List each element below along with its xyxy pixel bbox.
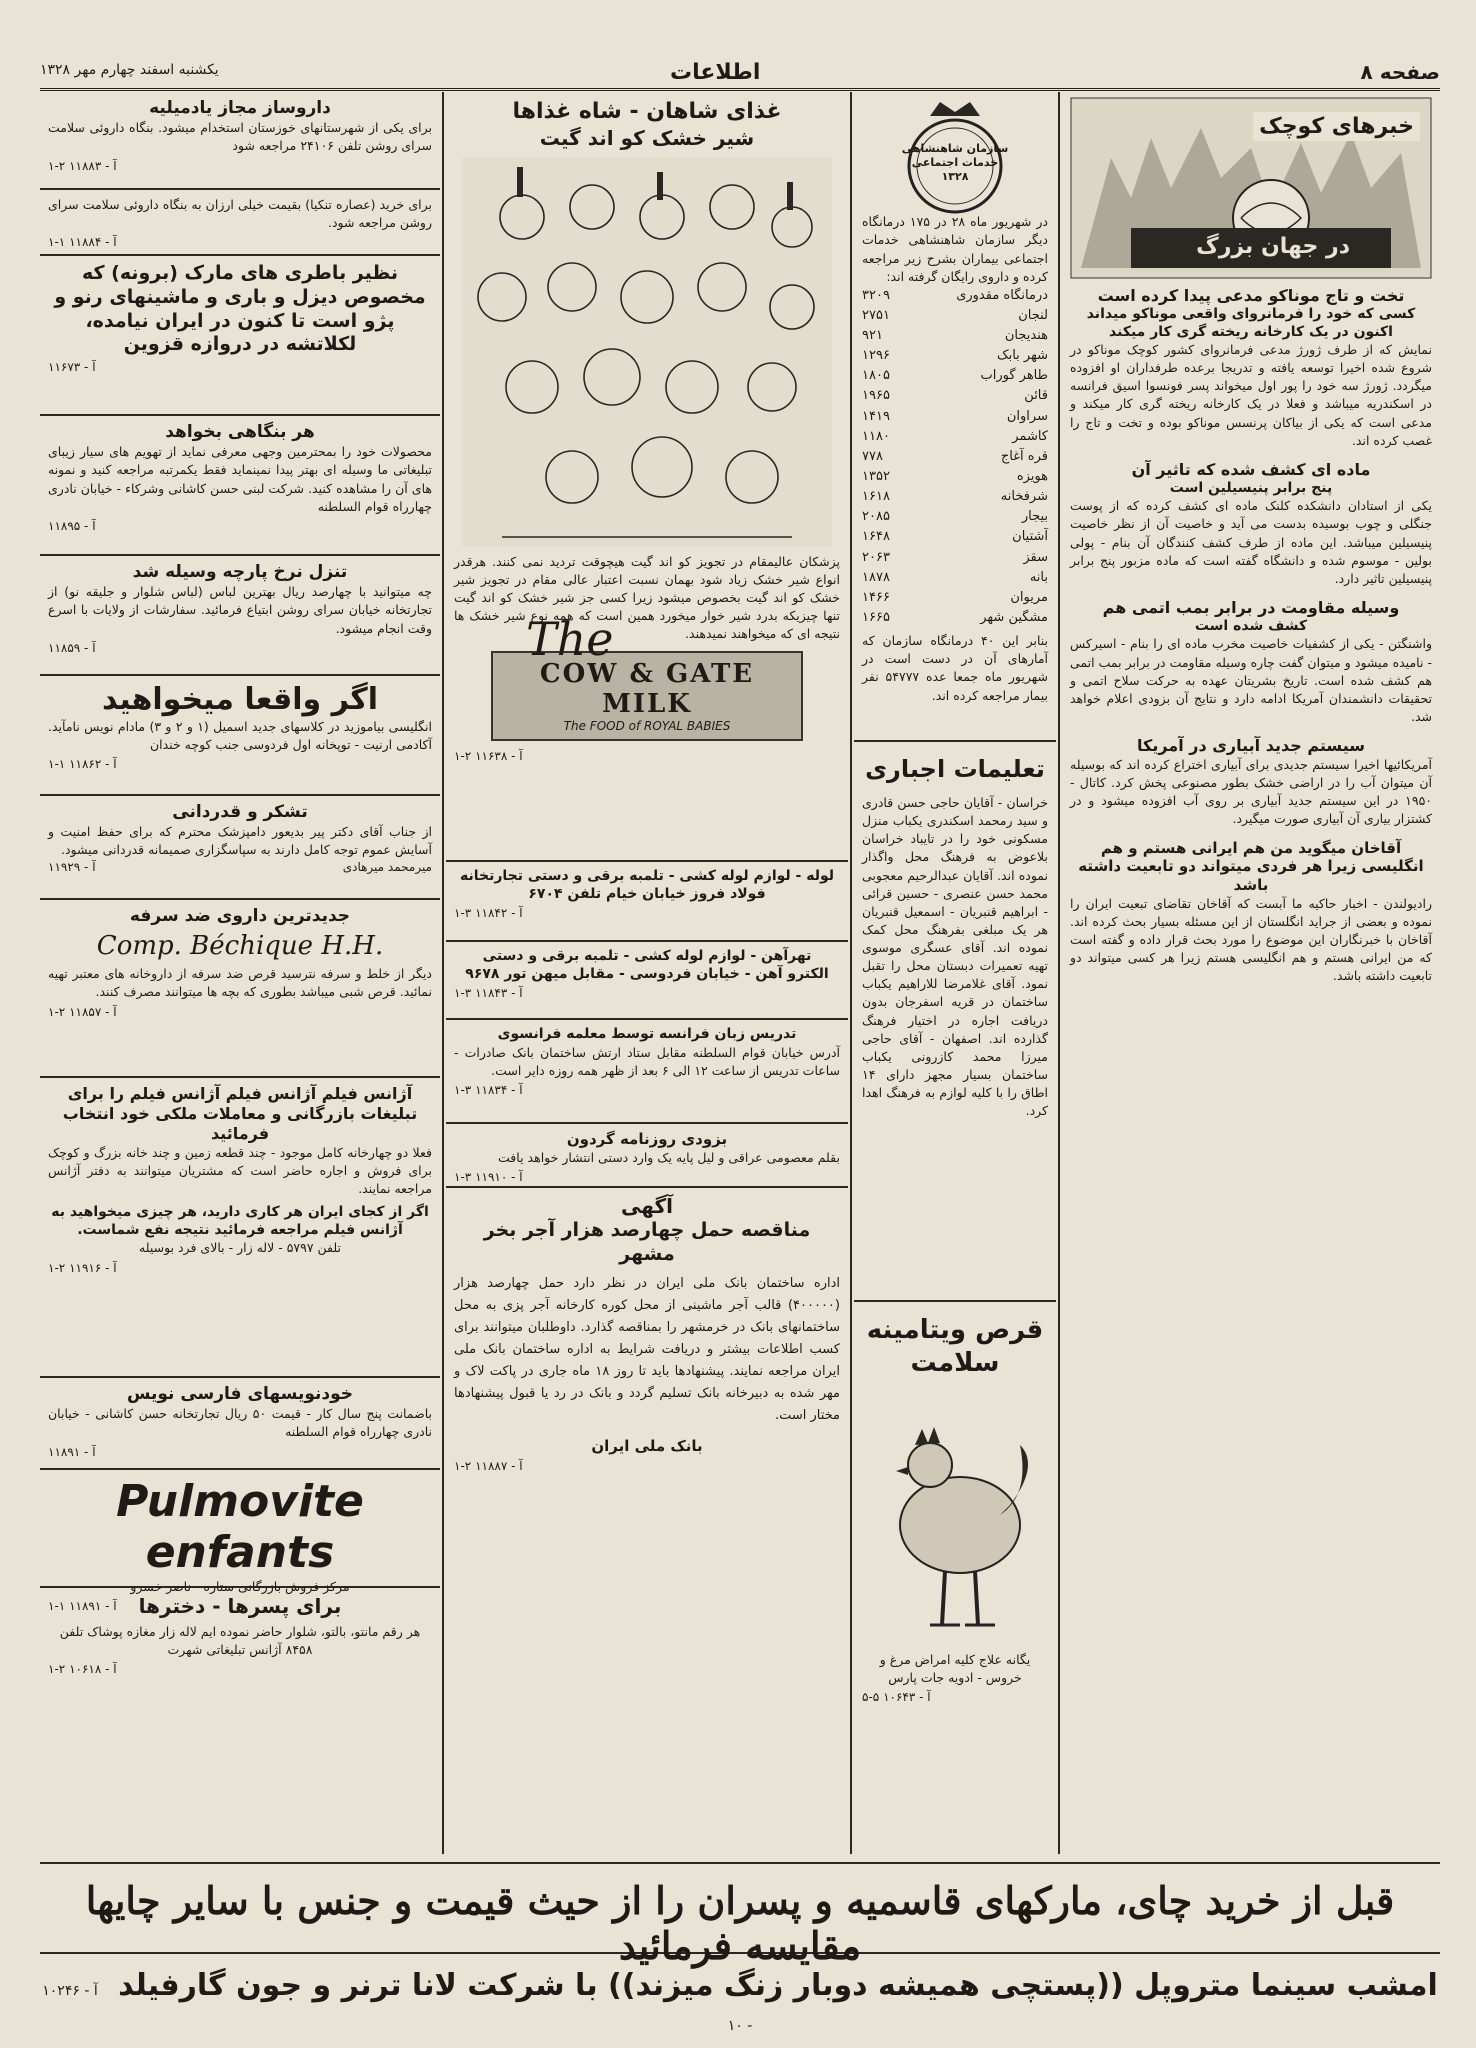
ad-title: قرص ویتامینه سلامت bbox=[866, 1315, 1044, 1378]
tea-banner-text: قبل از خرید چای، مارکهای قاسمیه و پسران را از حیث قیمت و جنس با سایر چایها مقایسه فرمائید bbox=[85, 1878, 1395, 1968]
clinic-row bbox=[862, 568, 1048, 588]
ad-code: آ - ۱۱۸۹۱ ۱-۱ bbox=[48, 1599, 117, 1614]
ad-body: مرکز فروش بازرگانی ستاره - ناصر خسرو bbox=[130, 1579, 350, 1594]
brand-name: COW & GATE MILK bbox=[539, 659, 755, 720]
news-body: آمریکائیها اخیرا سیستم جدیدی برای آبیاری اختراع کرده اند که بوسیله آن میتوان آب را در اراضی خشک بطور مصنوعی پخش کرد. کاتال - ۱۹۵۰ در این سیستم جدید آبیاری بر روی آب افزوده میشود و در کشتزار بیاری آن آبیاری صورت میگیرد. bbox=[1070, 757, 1432, 827]
brand-name: Comp. Béchique H.H. bbox=[96, 931, 384, 962]
ad-body: از جناب آقای دکتر پیر بدیعور دامپزشک محترم که برای حفظ امنیت و آسایش عموم توجه کامل دارند به سپاسگزاری صمیمانه قدردانی میشود. bbox=[48, 824, 432, 858]
clinic-count: ۱۸۷۸ bbox=[862, 569, 890, 585]
ad-body: آدرس خیابان قوام السلطنه مقابل ستاد ارتش ساختمان بانک صادرات - ساعات تدریس از ساعت ۱۲ الی ۶ بعد از ظهر همه روزه دایر است. bbox=[454, 1044, 840, 1078]
clinic-count: ۱۶۴۸ bbox=[862, 529, 890, 545]
page-number: صفحه ۸ bbox=[1360, 60, 1440, 84]
ad-code: آ - ۱۱۹۱۰ ۳-۱ bbox=[454, 1169, 523, 1184]
tonic-ad bbox=[40, 190, 440, 256]
clinic-count: ۱۸۰۵ bbox=[862, 368, 890, 384]
cow-gate-ad bbox=[446, 92, 848, 862]
clinic-row bbox=[862, 326, 1048, 346]
clinic-name: لنجان bbox=[1018, 307, 1048, 323]
clinic-name: هویزه bbox=[1016, 469, 1048, 485]
ad-code: آ - ۱۱۹۱۶ ۲-۱ bbox=[48, 1260, 117, 1275]
clinic-count: ۲۰۸۵ bbox=[862, 509, 890, 525]
ad-body: هر رقم مانتو، بالتو، شلوار حاضر نموده ایم لاله زار مغازه پوشاک تلفن ۸۴۵۸ آژانس تبلیغاتی شهرت bbox=[59, 1624, 421, 1658]
clinic-row bbox=[862, 467, 1048, 487]
ad-body: چه میتوانید با چهارصد ریال بهترین لباس (لباس شلوار و جلیقه نو) از تجارتخانه خیابان سرای روشن ابتیاع فرمائید. سفارشات از ولایات با اسرع وقت انجام میشود. bbox=[48, 584, 432, 636]
emblem-text: خدمات اجتماعی bbox=[911, 155, 999, 169]
tea-banner bbox=[40, 1862, 1440, 1968]
ad-title: تدریس زبان فرانسه توسط معلمه فرانسوی bbox=[497, 1026, 797, 1042]
ad-title: تهرآهن - لوازم لوله کشی - تلمبه برقی و دستی bbox=[482, 948, 812, 964]
clinic-count: ۱۴۶۶ bbox=[862, 589, 890, 605]
english-class-ad bbox=[40, 676, 440, 796]
news-headline: ماده ای کشف شده که تاثیر آن bbox=[1131, 459, 1371, 479]
ad-code: آ - ۱۱۸۳۴ ۳-۱ bbox=[454, 1082, 523, 1097]
ad-title: داروساز مجاز یادمیلیه bbox=[149, 98, 331, 118]
ad-title: هر بنگاهی بخواهد bbox=[165, 422, 315, 442]
ad-caption: یگانه علاج کلیه امراض مرغ و خروس - ادویه جات پارس bbox=[879, 1652, 1031, 1686]
clinic-count: ۲۰۶۳ bbox=[862, 549, 890, 565]
emblem-text: سازمان شاهنشاهی bbox=[901, 142, 1009, 155]
script-the: The bbox=[526, 612, 614, 666]
clinic-count: ۱۶۶۵ bbox=[862, 610, 890, 625]
education-section bbox=[854, 742, 1056, 1302]
ad-code: آ - ۱۱۸۸۳ ۲-۱ bbox=[48, 158, 117, 173]
social-services-report bbox=[854, 92, 1056, 742]
ad-body: پزشکان عالیمقام در تجویز کو اند گیت هیچوقت تردید نمی کنند. هرقدر انواع شیر خشک زیاد شود بهمان نسبت اعتبار عالی مقام در تجویز شیر خشک کو اند گیت بخصوص میشود زیرا کسی جز شیر خشک کو اند گیت تنها چیزیکه بدرد شیر خوار میخورد همین است که همه نوع شیر خشک ها نتیجه ای که میخواهند نمیدهند. bbox=[454, 553, 840, 641]
ad-title: آژانس فیلم آژانس فیلم آژانس فیلم را برای تبلیغات بازرگانی و معاملات ملکی خود انتخاب فرمائید bbox=[62, 1084, 418, 1143]
film-agency-ad bbox=[40, 1078, 440, 1378]
clinic-row bbox=[862, 407, 1048, 427]
clinic-count: ۱۱۸۰ bbox=[862, 428, 890, 444]
babies-illustration bbox=[462, 157, 832, 547]
clinic-count: ۹۲۱ bbox=[862, 328, 883, 344]
ad-code: آ - ۱۱۸۶۲ ۱-۱ bbox=[48, 757, 117, 772]
ad-code: آ - ۱۰۶۴۳ ۵-۵ bbox=[862, 1690, 931, 1705]
news-headline: آقاخان میگوید من هم ایرانی هستم و هم انگلیسی زیرا هر فردی میتواند دو تابعیت داشته باشد bbox=[1078, 838, 1424, 894]
clinic-count: ۱۹۶۵ bbox=[862, 388, 890, 404]
pills-ad bbox=[854, 1302, 1056, 1854]
clinic-name: مریوان bbox=[1010, 589, 1048, 605]
clinic-count: ۱۴۱۹ bbox=[862, 408, 890, 424]
notice-label: آگهی bbox=[621, 1194, 673, 1218]
clinic-name: قره آغاج bbox=[1000, 448, 1048, 464]
clinic-count: ۱۳۵۲ bbox=[862, 469, 890, 485]
clothing-ad bbox=[40, 1588, 440, 1728]
ad-title: خودنویسهای فارسی نویس bbox=[126, 1384, 354, 1404]
ad-subtitle: الکترو آهن - خیابان فردوسی - مقابل میهن تور ۹۶۷۸ bbox=[465, 965, 829, 982]
clinic-row bbox=[862, 527, 1048, 547]
pharmacy-ad bbox=[40, 92, 440, 190]
clinic-row bbox=[862, 366, 1048, 386]
clinic-row bbox=[862, 588, 1048, 608]
ad-title: تنزل نرخ پارچه وسیله شد bbox=[132, 562, 348, 582]
ad-code: آ - ۱۱۸۴۳ ۳-۱ bbox=[454, 986, 523, 1000]
clinic-name: شرفخانه bbox=[1000, 489, 1048, 505]
ad-title: اگر واقعا میخواهید bbox=[102, 682, 378, 717]
notice-body: اداره ساختمان بانک ملی ایران در نظر دارد حمل چهارصد هزار (۴۰۰۰۰۰) قالب آجر ماشینی از محل کوره کارخانه آجر پزی به محل ساختمانهای بانک در خرمشهر را بمناقصه گذارد. داوطلبان میتوانند برای کسب اطلاعات بیشتر و دریافت شرایط به اداره ساختمان بانک ملی ایران مراجعه نمایند. پیشنهادها باید تا روز ۱۸ ماه جاری در پاکت لاک و مهر شده به دبیرخانه بانک تسلیم گردد و بانک در رد یا قبول پیشنهادها مختار است. bbox=[454, 1275, 840, 1424]
clinic-row bbox=[862, 548, 1048, 568]
iron-ad bbox=[446, 942, 848, 1020]
ad-code: آ - ۱۰۲۴۶ - ۱۰ bbox=[42, 1983, 753, 2034]
ad-subtitle: فولاد فروز خیابان خیام تلفن ۶۷۰۴ bbox=[528, 885, 766, 902]
cinema-text: امشب سینما متروپل ((پستچی همیشه دوبار زنگ میزند)) با شرکت لانا ترنر و جون گارفیلد bbox=[118, 1968, 1438, 2003]
notice-signature: بانک ملی ایران bbox=[591, 1437, 703, 1456]
ad-code: آ - ۱۱۸۹۵ bbox=[48, 518, 96, 533]
clinic-row bbox=[862, 427, 1048, 447]
clinic-name: قائن bbox=[1024, 388, 1048, 404]
news-banner-subtitle: در جهان بزرگ bbox=[1196, 234, 1350, 259]
column-rule bbox=[850, 92, 852, 1854]
small-news-section bbox=[1062, 92, 1440, 1854]
clinic-count: ۱۶۱۸ bbox=[862, 489, 890, 505]
ad-code: آ - ۱۱۸۹۱ bbox=[48, 1444, 96, 1459]
ad-code: آ - ۱۱۹۲۹ bbox=[48, 859, 96, 874]
cough-medicine-ad bbox=[40, 900, 440, 1078]
ad-body: فعلا دو چهارخانه کامل موجود - چند قطعه زمین و چند خانه بزرگ و کوچک برای فروش و اجاره حاضر است که مشتریان میتوانند به دفتر آژانس مراجعه نمایند. bbox=[48, 1145, 432, 1197]
ad-body: برای خرید (عصاره تنکیا) بقیمت خیلی ارزان به بنگاه داروئی سلامت سرای روشن مراجعه شود. bbox=[48, 197, 432, 231]
battery-ad bbox=[40, 256, 440, 416]
ad-code: آ - ۱۱۸۵۷ ۲-۱ bbox=[48, 1004, 117, 1019]
clinic-row bbox=[862, 507, 1048, 527]
fabric-ad bbox=[40, 556, 440, 676]
ad-body: بقلم معصومی عراقی و لیل پایه یک وارد دستی انتشار خواهد یافت bbox=[498, 1149, 840, 1165]
ad-title: تشکر و قدردانی bbox=[172, 802, 308, 822]
newspaper-notice bbox=[446, 1124, 848, 1188]
news-body: یکی از استادان دانشکده کلنک ماده ای کشف کرده که از پوست جنگلی و چوب بوسیده بدست می آید و خاصیت آن از نظر خاصیت پنیسیلین میباشد. این ماده از طرف کشف کنندگان آن بنام - پولی بولین - موسوم شده و دانشگاه گفته است که ماده مزبور پنج برابر پنیسیلین تاثیر دارد. bbox=[1070, 498, 1432, 586]
ad-code: آ - ۱۱۸۵۹ bbox=[48, 640, 96, 655]
ad-title: برای پسرها - دخترها bbox=[138, 1594, 342, 1618]
section-title: تعلیمات اجباری bbox=[865, 755, 1045, 783]
ad-title: غذای شاهان - شاه غذاها bbox=[512, 99, 782, 124]
clinic-name: بانه bbox=[1029, 569, 1048, 585]
clinic-name: طاهر گوراب bbox=[980, 368, 1048, 384]
news-headline: سیستم جدید آبیاری در آمریکا bbox=[1137, 736, 1365, 755]
clinic-name: سقز bbox=[1023, 549, 1048, 565]
ad-title: جدیدترین داروی ضد سرفه bbox=[129, 906, 351, 926]
notice-signature: میرمحمد میرهادی bbox=[342, 859, 432, 874]
clinic-name: هندیجان bbox=[1004, 328, 1048, 344]
ad-body: دیگر از خلط و سرفه نترسید قرص ضد سرفه از داروخانه های معتبر تهیه نمائید. قرص شبی میباشد بطوری که بچه ها میتوانند مصرف کنند. bbox=[48, 966, 432, 1000]
clinic-table bbox=[862, 286, 1048, 628]
classifieds-column bbox=[40, 92, 440, 1728]
news-subheadline: کسی که خود را فرمانروای واقعی موناکو میداند اکنون در یک کارخانه ریخته گری کار میکند bbox=[1086, 306, 1416, 340]
news-body: واشنگتن - یکی از کشفیات خاصیت مخرب ماده ای را بنام - اسیرکس - نامیده میشود و میتوان گفت چاره وسیله مقاومت در برابر بمب اتمی هم کشف شده است. تاریخ بشریتان عهده به حرکت سلاح اتمی و تحقیقات دانشمندان آمریکا ادامه دارد و نتایج آن بزودی اعلام خواهد شد. bbox=[1070, 636, 1432, 724]
report-summary: بنابر این ۴۰ درمانگاه سازمان که آمارهای آن در دست است در شهریور ماه جمعا عده ۵۴۷۷۷ نفر بیمار مراجعه کرده اند. bbox=[862, 633, 1048, 703]
insurance-column bbox=[854, 92, 1056, 1854]
thanks-notice bbox=[40, 796, 440, 900]
rooster-icon bbox=[870, 1385, 1040, 1645]
news-body: رادیولندن - اخبار حاکیه ما آبست که آقاخان تقاضای تبعیت ایران را نموده و بعضی از جراید انگلستان از این مسئله بسیار بحث کرده اند. آقاخان با خبرنگاران این موضوع را مورد بحث قرار داده و گفته است که من ایرانی هستم و هم انگلیسی هستم زیرا هر کسی میتواند دو تابعیت داشته باشد. bbox=[1070, 895, 1432, 984]
ad-subtitle: شیر خشک کو اند گیت bbox=[539, 125, 755, 150]
ad-title: نظیر باطری های مارک (برونه) که مخصوص دیزل و باری و ماشینهای رنو و پژو است تا کنون در ایران نیامده، لکلاتشه در دروازه قزوین bbox=[54, 262, 426, 356]
clinic-count: ۲۷۵۱ bbox=[862, 307, 890, 323]
clinic-row bbox=[862, 487, 1048, 507]
emblem-year: ۱۳۲۸ bbox=[941, 169, 969, 183]
clinic-name: بیجار bbox=[1021, 509, 1048, 525]
clinic-row bbox=[862, 608, 1048, 628]
clinic-count: ۷۷۸ bbox=[862, 448, 883, 464]
news-headline: وسیله مقاومت در برابر بمب اتمی هم bbox=[1102, 597, 1400, 617]
tender-notice bbox=[446, 1188, 848, 1854]
newspaper-name: اطلاعات bbox=[670, 60, 761, 85]
ad-address: تلفن ۵۷۹۷ - لاله زار - بالای فرد بوسیله bbox=[139, 1240, 341, 1256]
clinic-name: آشتیان bbox=[1012, 529, 1048, 545]
ad-body: انگلیسی بیاموزید در کلاسهای جدید اسمیل (۱ و ۲ و ۳) مادام نویس نامآید. آکادمی ارنیت - توپخانه اول فردوسی جنب کوچه خندان bbox=[48, 719, 433, 753]
clinic-name: کاشمر bbox=[1012, 428, 1048, 444]
brand-name: Pulmovite enfants bbox=[116, 1476, 364, 1578]
ad-note: اگر از کجای ایران هر کاری دارید، هر چیزی میخواهید به آژانس فیلم مراجعه فرمائید نتیجه نفع شماست. bbox=[51, 1204, 429, 1238]
cinema-banner-text bbox=[40, 1968, 1440, 2038]
ad-code: آ - ۱۱۸۸۷ ۲-۱ bbox=[454, 1458, 523, 1473]
ad-body: باضمانت پنج سال کار - قیمت ۵۰ ریال تجارتخانه حسن کاشانی - خیابان نادری چهارراه قوام السلطنه bbox=[48, 1406, 432, 1440]
column-rule bbox=[442, 92, 444, 1854]
clinic-name: سراوان bbox=[1006, 408, 1048, 424]
art-ad bbox=[40, 416, 440, 556]
center-column bbox=[446, 92, 848, 1854]
clinic-row bbox=[862, 306, 1048, 326]
issue-date: یکشنبه اسفند چهارم مهر ۱۳۲۸ bbox=[40, 62, 219, 78]
column-rule bbox=[1058, 92, 1060, 1854]
masthead bbox=[40, 58, 1440, 91]
clinic-row bbox=[862, 286, 1048, 306]
clinic-row bbox=[862, 447, 1048, 467]
ad-title: بزودی روزنامه گردون bbox=[566, 1130, 728, 1148]
french-lessons-ad bbox=[446, 1020, 848, 1124]
pen-ad bbox=[40, 1378, 440, 1470]
clinic-row bbox=[862, 386, 1048, 406]
ad-code: آ - ۱۰۶۱۸ ۲-۱ bbox=[48, 1662, 117, 1677]
clinic-name: درمانگاه مقدوری bbox=[956, 287, 1048, 303]
clinic-row bbox=[862, 346, 1048, 366]
news-column bbox=[1062, 92, 1440, 1854]
ad-code: آ - ۱۱۶۷۳ bbox=[48, 360, 96, 374]
ad-body: محصولات خود را بمحترمین وجهی معرفی نماید از تهویم های سیار زیبای تبلیغاتی ما وسیله ای بهتر پیدا نمینماید فقط یکمرتبه مراجعه کنید و نمونه های آن را مشاهده کنید. شرکت لبنی حسن کاشانی وشرکاء - خیابان نادری چهارراه قوام السلطنه bbox=[48, 444, 432, 514]
ad-body: برای یکی از شهرستانهای خوزستان استخدام میشود. بنگاه داروئی سلامت سرای روشن تلفن ۲۴۱۰۶ مراجعه شود bbox=[48, 120, 432, 154]
clinic-count: ۱۲۹۶ bbox=[862, 348, 890, 364]
clinic-name: شهر بابک bbox=[996, 348, 1048, 364]
education-body: خراسان - آقایان حاجی حسن قادری و سید رمحمد اسکندری یکباب منزل مسکونی خود را در تایباد خراسان بلاعوض به فرهنگ محل واگذار نموده اند. آقایان عبدالرحیم معجوبی محمد حسن عنصری - حسین قرائی - ابراهیم قنبریان - اسمعیل قنبریان هر یک مبلغی بفرهنگ محل کمک نموده اند. آقای عسگری موسوی تهیه تعمیرات دبستان محل را تقبل نمود. آقای غلامرضا للاراهیم یکباب ساختمان در قریه اسفرجان بدون دریافت اجاره در اختیار فرهنگ گذارده اند. اصفهان - آقای حاجی میرزا محمد کازرونی یکباب ساختمان بسیار مجهز دارای ۱۴ اطاق را با کلیه لوازم به فرهنگ اهدا کرد. bbox=[862, 795, 1048, 1119]
news-headline: تخت و تاج موناکو مدعی پیدا کرده است bbox=[1097, 286, 1405, 305]
ad-code: آ - ۱۱۶۳۸ ۲-۱ bbox=[454, 749, 523, 764]
clinic-name: مشگین شهر bbox=[980, 610, 1048, 625]
news-subheadline: کشف شده است bbox=[1194, 617, 1308, 634]
cinema-banner bbox=[40, 1964, 1440, 2034]
pipes-ad bbox=[446, 862, 848, 942]
news-banner-title: خبرهای کوچک bbox=[1253, 112, 1420, 141]
notice-title: مناقصه حمل چهارصد هزار آجر بخر مشهر bbox=[483, 1219, 811, 1265]
news-subheadline: پنج برابر پنیسیلین است bbox=[1169, 479, 1333, 496]
clinic-count: ۳۲۰۹ bbox=[862, 287, 890, 303]
brand-tagline: The FOOD of ROYAL BABIES bbox=[563, 719, 731, 734]
report-intro: در شهریور ماه ۲۸ در ۱۷۵ درمانگاه دیگر سازمان شاهنشاهی خدمات اجتماعی بیماران بشرح زیر مراجعه کرده و داروی رایگان گرفته اند: bbox=[862, 214, 1048, 284]
ad-code: آ - ۱۱۸۴۲ ۳-۱ bbox=[454, 906, 523, 920]
ad-title: لوله - لوازم لوله کشی - تلمبه برقی و دستی تجارتخانه bbox=[459, 868, 835, 884]
news-body: نمایش که از طرف ژورژ مدعی فرمانروای کشور کوچک موناکو در شروع شده اخیرا توسعه یافته و تدریجا برعده طرفداران او افزوده میگردد. ژورژ سه خود را پور اول میخواند پسر فونسوا اسیق فرانسه در اسکندریه میباشد و فعلا در یک کارخانه ریخته گری کار میکند و مدعی است که یکی از بیاکان پرنسس موناکو بوده و تخت و تاج را غصب کرده اند. bbox=[1070, 342, 1432, 448]
ad-code: آ - ۱۱۸۸۴ ۱-۱ bbox=[48, 235, 117, 250]
